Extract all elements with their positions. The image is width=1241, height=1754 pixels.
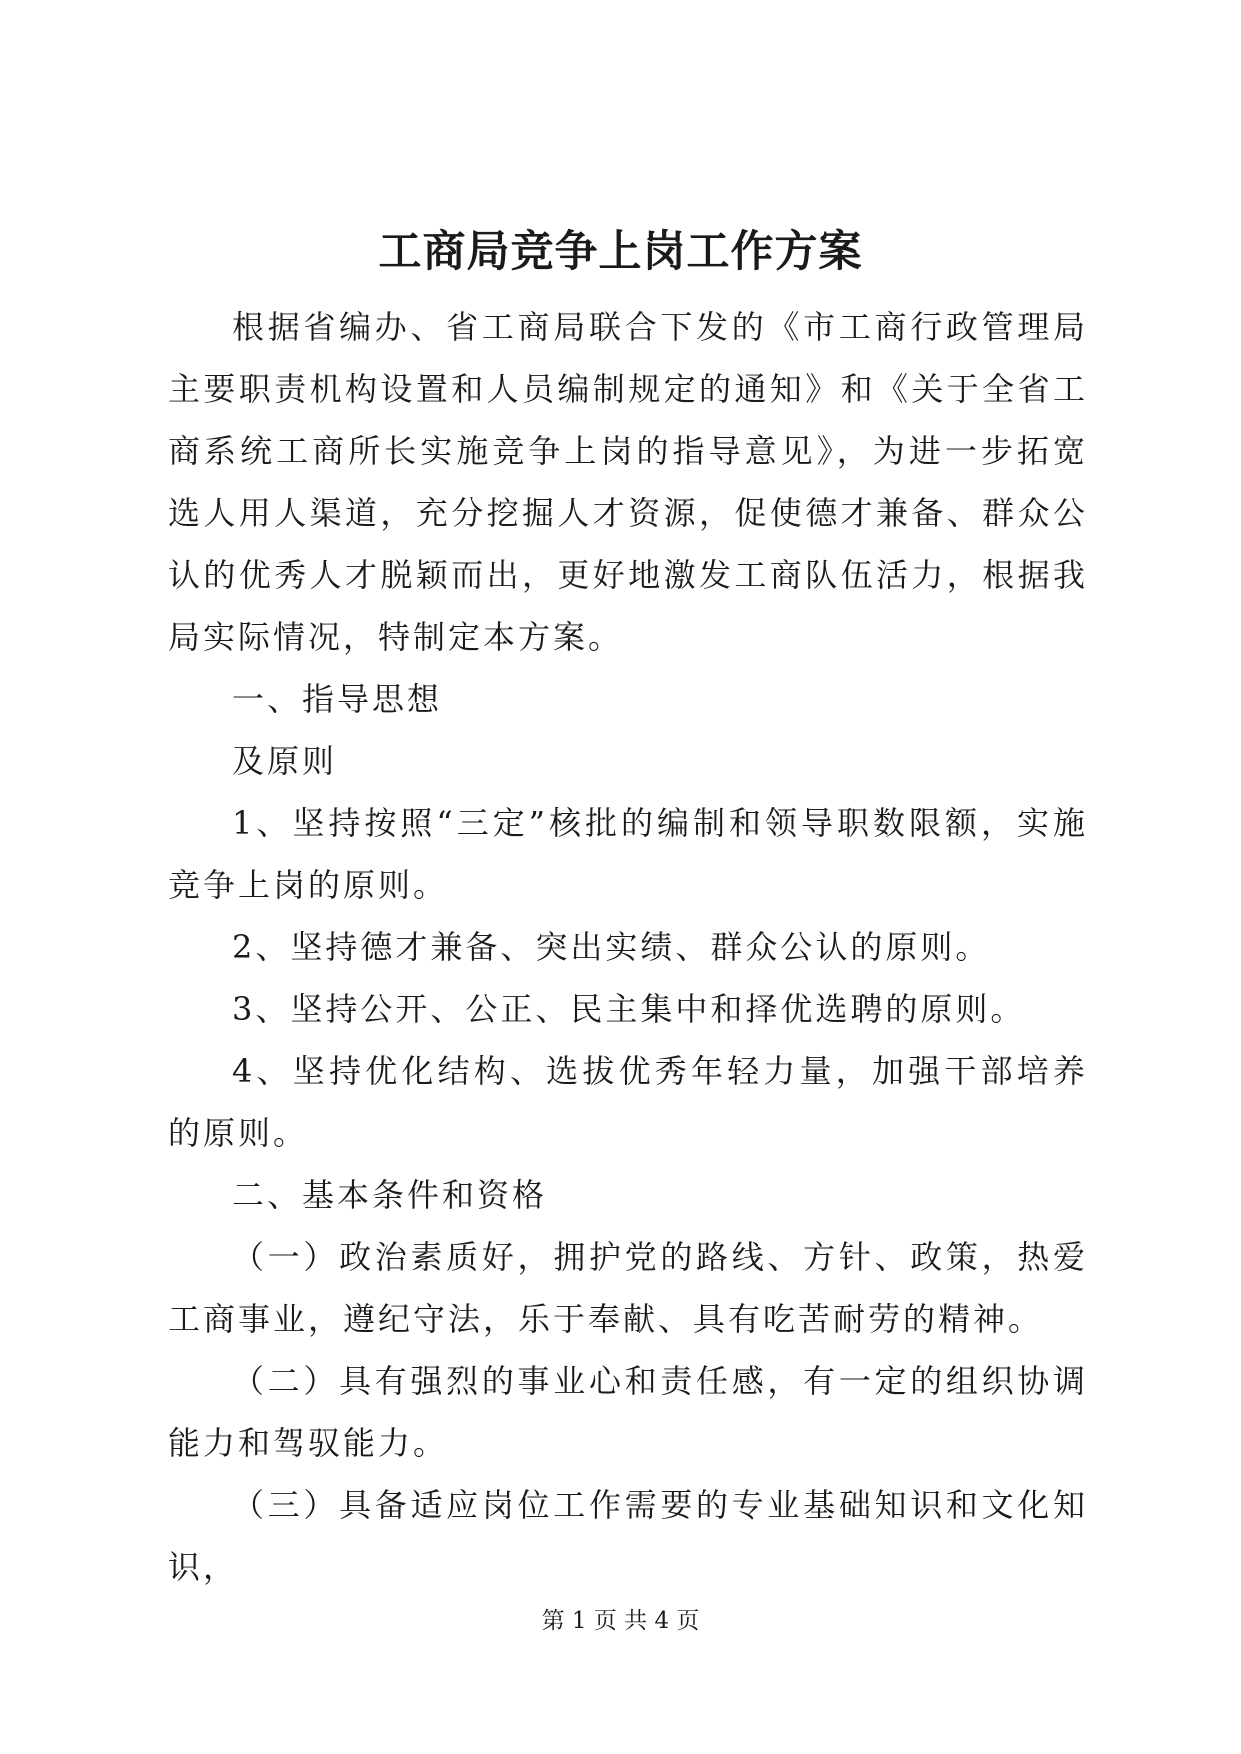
principle-1: 1、坚持按照“三定”核批的编制和领导职数限额，实施竞争上岗的原则。 [168,804,1088,904]
principle-4: 4、坚持优化结构、选拔优秀年轻力量，加强干部培养的原则。 [168,1052,1088,1152]
condition-2: （二）具有强烈的事业心和责任感，有一定的组织协调能力和驾驭能力。 [168,1362,1088,1462]
principle-3: 3、坚持公开、公正、民主集中和择优选聘的原则。 [232,990,1026,1028]
paragraph-intro: 根据省编办、省工商局联合下发的《市工商行政管理局主要职责机构设置和人员编制规定的通知》和《关于全省工商系统工商所长实施竞争上岗的指导意见》，为进一步拓宽选人用人渠道，充分挖掘人才资源，促使德才兼备、群众公认的优秀人才脱颖而出，更好地激发工商队伍活力，根据我局实际情况，特制定本方案。 [168,308,1088,656]
condition-3: （三）具备适应岗位工作需要的专业基础知识和文化知识， [168,1486,1088,1586]
heading-basic-conditions: 二、基本条件和资格 [232,1176,548,1214]
principle-2: 2、坚持德才兼备、突出实绩、群众公认的原则。 [232,928,991,966]
heading-principles: 及原则 [232,742,338,780]
condition-1: （一）政治素质好，拥护党的路线、方针、政策，热爱工商事业，遵纪守法，乐于奉献、具有吃苦耐劳的精神。 [168,1238,1088,1338]
page-number-footer: 第 1 页 共 4 页 [541,1608,700,1634]
document-title: 工商局竞争上岗工作方案 [378,227,863,277]
heading-guiding-ideology: 一、指导思想 [232,680,443,718]
document-body [168,296,1088,1598]
